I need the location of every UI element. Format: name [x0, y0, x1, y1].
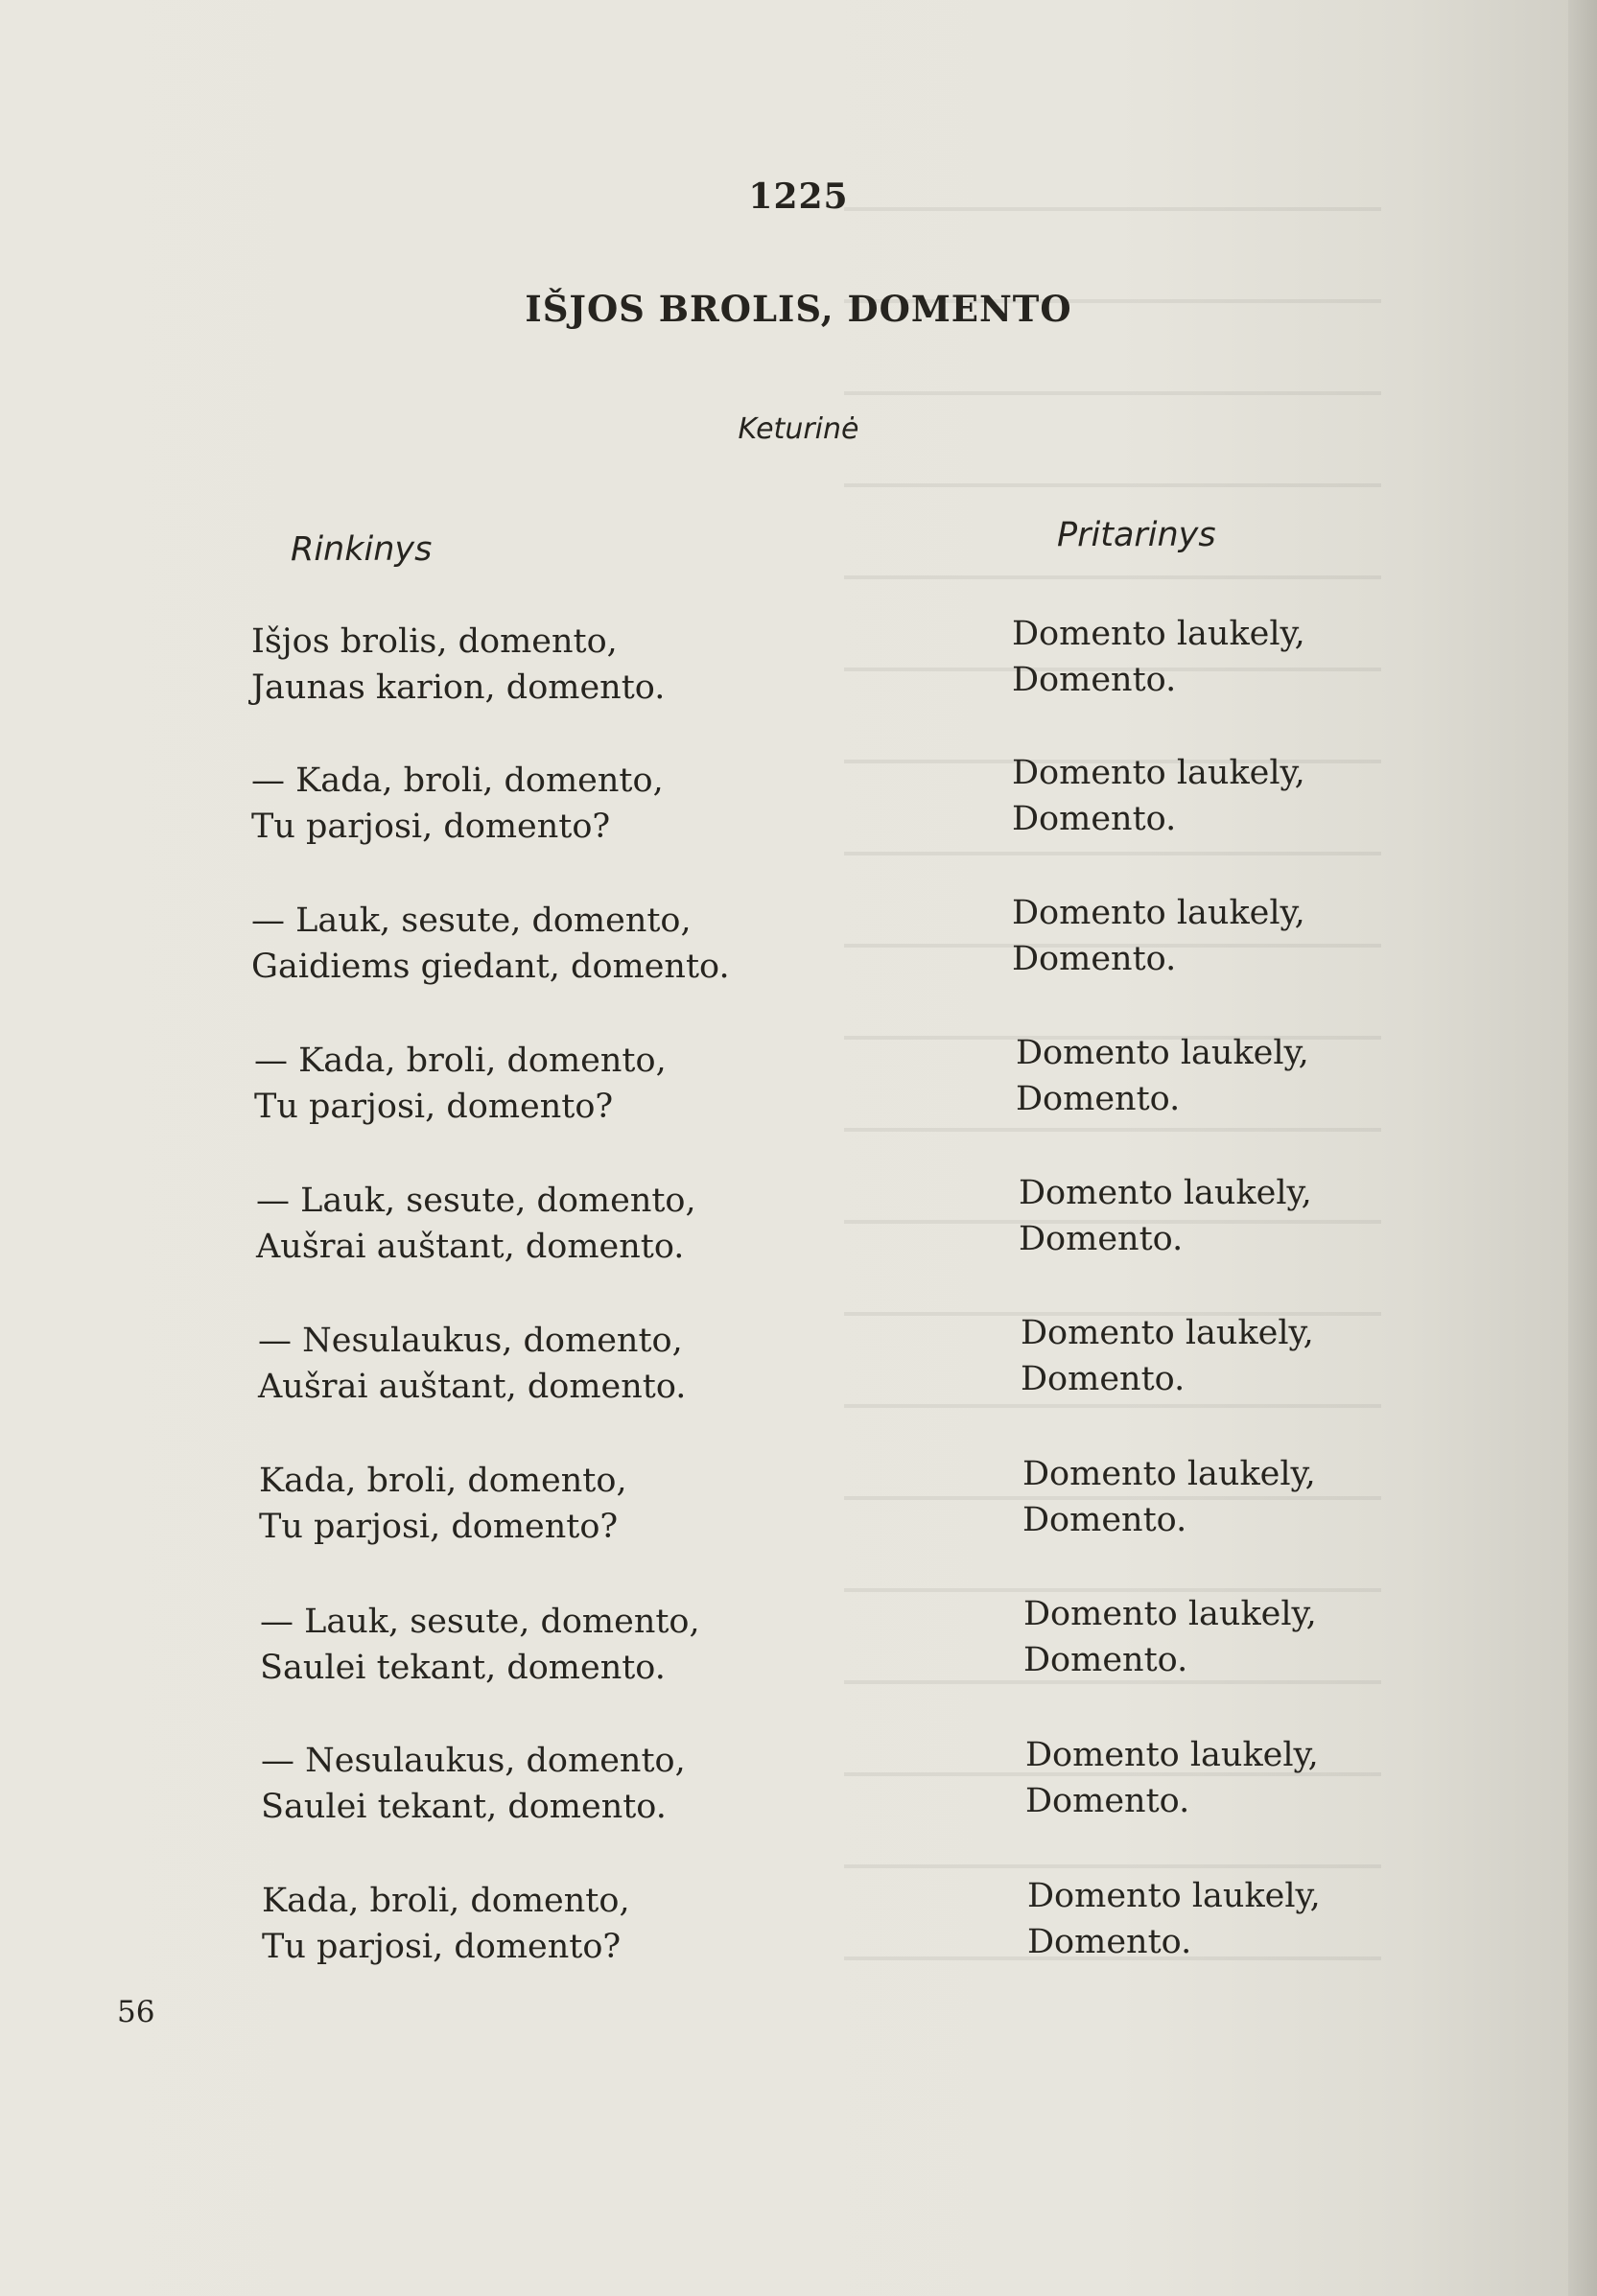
stanza-right: [1016, 1030, 1309, 1122]
stanza-left: [258, 1318, 686, 1410]
song-number: 1225: [748, 176, 849, 217]
refrain-line: Domento laukely,: [1012, 615, 1305, 653]
refrain-line: Domento.: [1012, 940, 1177, 978]
stanza-right: [1022, 1451, 1316, 1543]
verse-line: Kada, broli, domento,: [259, 1462, 627, 1500]
right-column-heading: Pritarinys: [1057, 516, 1216, 554]
stanza-left: [251, 619, 665, 711]
song-title: IŠJOS BROLIS, DOMENTO: [525, 288, 1072, 330]
stanza-left: [251, 898, 730, 990]
stanza-left: [259, 1458, 627, 1550]
stanza-right: [1012, 611, 1305, 703]
verse-line: Aušrai auštant, domento.: [256, 1228, 685, 1266]
verse-line: — Lauk, sesute, domento,: [256, 1182, 696, 1220]
refrain-line: Domento.: [1027, 1923, 1192, 1961]
refrain-line: Domento laukely,: [1027, 1877, 1321, 1915]
song-subtitle: Keturinė: [738, 412, 859, 446]
refrain-line: Domento.: [1012, 661, 1177, 699]
left-column-heading: Rinkinys: [291, 530, 433, 569]
stanza-left: [262, 1878, 630, 1970]
refrain-line: Domento laukely,: [1021, 1314, 1314, 1352]
stanza-right: [1012, 750, 1305, 842]
verse-line: Saulei tekant, domento.: [260, 1649, 666, 1687]
stanza-right: [1012, 890, 1305, 982]
verse-line: — Lauk, sesute, domento,: [260, 1603, 700, 1641]
refrain-line: Domento.: [1021, 1360, 1186, 1398]
refrain-line: Domento.: [1022, 1501, 1187, 1539]
refrain-line: Domento.: [1016, 1080, 1181, 1118]
refrain-line: Domento.: [1019, 1220, 1184, 1258]
page-edge: [1568, 0, 1597, 2296]
verse-line: — Nesulaukus, domento,: [258, 1322, 683, 1360]
verse-line: Tu parjosi, domento?: [254, 1088, 614, 1126]
verse-line: Jaunas karion, domento.: [251, 668, 666, 707]
refrain-line: Domento laukely,: [1012, 894, 1305, 932]
verse-line: — Lauk, sesute, domento,: [251, 902, 692, 940]
verse-line: Saulei tekant, domento.: [261, 1788, 667, 1826]
verse-line: Gaidiems giedant, domento.: [251, 948, 730, 986]
verse-line: Išjos brolis, domento,: [251, 622, 618, 661]
stanza-left: [254, 1038, 667, 1130]
refrain-line: Domento.: [1025, 1782, 1190, 1820]
verse-line: Tu parjosi, domento?: [262, 1928, 622, 1966]
refrain-line: Domento laukely,: [1025, 1736, 1319, 1774]
refrain-line: Domento laukely,: [1023, 1595, 1317, 1633]
verse-line: — Nesulaukus, domento,: [261, 1742, 686, 1780]
stanza-left: [261, 1738, 686, 1830]
refrain-line: Domento laukely,: [1022, 1455, 1316, 1493]
refrain-line: Domento laukely,: [1019, 1174, 1312, 1212]
folio-number: 56: [117, 1995, 155, 2029]
refrain-line: Domento.: [1012, 800, 1177, 838]
verse-line: Kada, broli, domento,: [262, 1882, 630, 1920]
refrain-line: Domento laukely,: [1012, 754, 1305, 792]
stanza-left: [251, 758, 664, 850]
stanza-left: [260, 1599, 700, 1691]
verse-line: Tu parjosi, domento?: [251, 808, 611, 846]
refrain-line: Domento.: [1023, 1641, 1188, 1679]
verse-line: Aušrai auštant, domento.: [258, 1368, 687, 1406]
verse-line: — Kada, broli, domento,: [251, 761, 664, 800]
refrain-line: Domento laukely,: [1016, 1034, 1309, 1072]
stanza-right: [1023, 1591, 1317, 1683]
stanza-right: [1027, 1873, 1321, 1965]
verse-line: — Kada, broli, domento,: [254, 1042, 667, 1080]
stanza-left: [256, 1178, 696, 1270]
stanza-right: [1025, 1732, 1319, 1824]
stanza-right: [1019, 1170, 1312, 1262]
stanza-right: [1021, 1310, 1314, 1402]
verse-line: Tu parjosi, domento?: [259, 1508, 619, 1546]
